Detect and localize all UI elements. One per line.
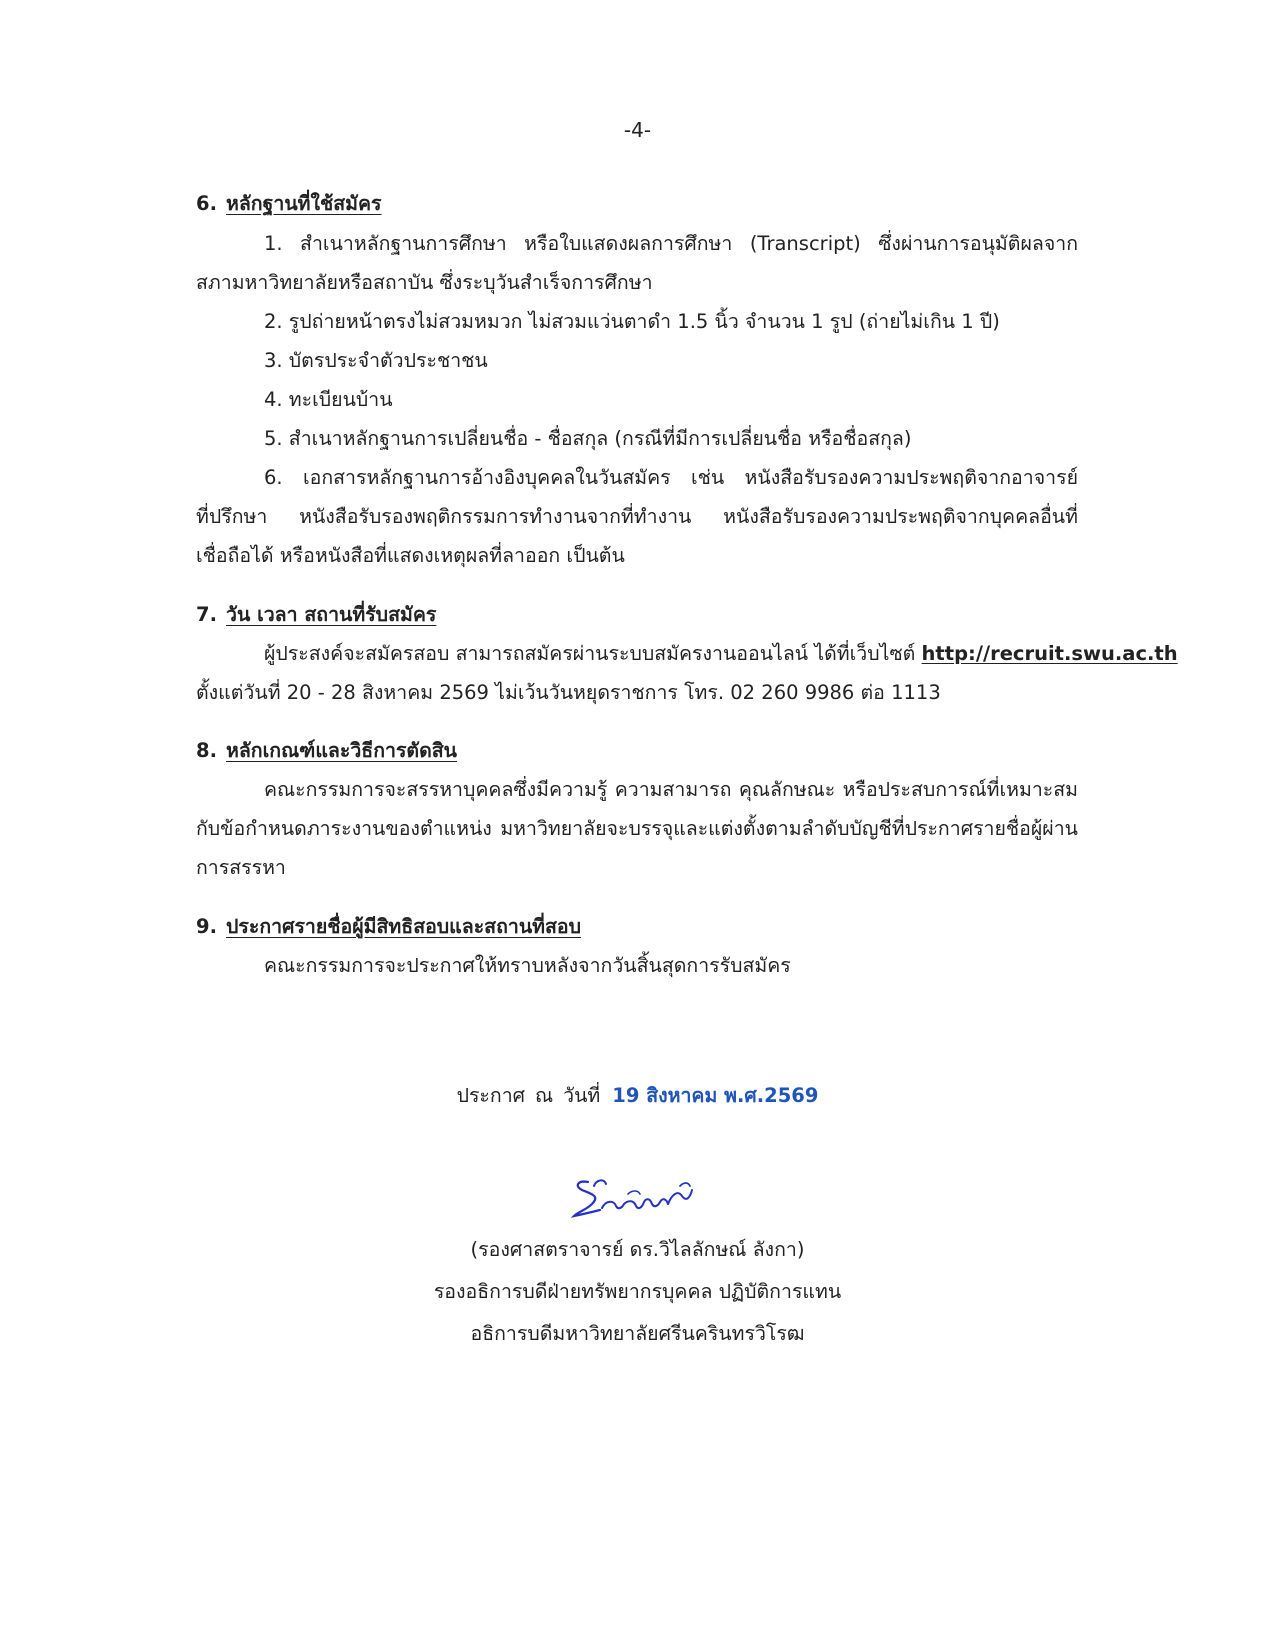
section-9-heading (196, 907, 581, 947)
announcement-line (0, 1076, 1275, 1116)
announcement-word: วันที่ (563, 1084, 601, 1107)
section-title: หลักเกณฑ์และวิธีการตัดสิน (226, 739, 457, 762)
section-6-item-6-line-1: 6. เอกสารหลักฐานการอ้างอิงบุคคลในวันสมัคร เช่น หนังสือรับรองความประพฤติจากอาจารย์ (264, 466, 1078, 489)
handwritten-signature (570, 1172, 700, 1236)
section-7-heading (196, 595, 436, 635)
section-number: 8. (196, 739, 217, 762)
section-6-item-5: 5. สำเนาหลักฐานการเปลี่ยนชื่อ - ชื่อสกุล (กรณีที่มีการเปลี่ยนชื่อ หรือชื่อสกุล) (264, 427, 912, 450)
section-8-line-2: กับข้อกำหนดภาระงานของตำแหน่ง มหาวิทยาลัยจะบรรจุและแต่งตั้งตามลำดับบัญชีที่ประกาศรายชื่อผู้ผ่าน (196, 817, 1078, 840)
section-number: 6. (196, 192, 217, 215)
section-8-line-3: การสรรหา (196, 856, 286, 879)
section-title: ประกาศรายชื่อผู้มีสิทธิสอบและสถานที่สอบ (226, 915, 582, 938)
announcement-word: ประกาศ (456, 1084, 526, 1107)
section-6-item-3: 3. บัตรประจำตัวประชาชน (264, 349, 488, 372)
signatory-position-1: รองอธิการบดีฝ่ายทรัพยากรบุคคล ปฏิบัติการแทน (433, 1280, 842, 1303)
section-number: 9. (196, 915, 217, 938)
recruit-website-link[interactable]: http://recruit.swu.ac.th (921, 642, 1178, 665)
section-number: 7. (196, 603, 217, 626)
section-6-item-6-line-2: ที่ปรึกษา หนังสือรับรองพฤติกรรมการทำงานจากที่ทำงาน หนังสือรับรองความประพฤติจากบุคคลอื่นที่ (196, 505, 1078, 528)
section-6-item-2: 2. รูปถ่ายหน้าตรงไม่สวมหมวก ไม่สวมแว่นตาดำ 1.5 นิ้ว จำนวน 1 รูป (ถ่ายไม่เกิน 1 ปี) (264, 310, 1000, 333)
section-8-line-1: คณะกรรมการจะสรรหาบุคคลซึ่งมีความรู้ ความสามารถ คุณลักษณะ หรือประสบการณ์ที่เหมาะสม (264, 778, 1078, 801)
announcement-date: 19 สิงหาคม พ.ศ.2569 (612, 1084, 819, 1107)
section-6-heading (196, 184, 382, 224)
section-7-line-2: ตั้งแต่วันที่ 20 - 28 สิงหาคม 2569 ไม่เว้นวันหยุดราชการ โทร. 02 260 9986 ต่อ 1113 (196, 681, 941, 704)
signatory-name: (รองศาสตราจารย์ ดร.วิไลลักษณ์ ลังกา) (470, 1238, 805, 1261)
page-number: -4- (623, 118, 652, 142)
section-title: วัน เวลา สถานที่รับสมัคร (226, 603, 437, 626)
announcement-word: ณ (535, 1084, 554, 1107)
section-8-heading (196, 731, 457, 771)
section-6-item-6-line-3: เชื่อถือได้ หรือหนังสือที่แสดงเหตุผลที่ลาออก เป็นต้น (196, 544, 625, 567)
signatory-position-2: อธิการบดีมหาวิทยาลัยศรีนครินทรวิโรฒ (470, 1322, 805, 1345)
section-title: หลักฐานที่ใช้สมัคร (226, 192, 382, 215)
section-6-item-1-line-1: 1. สำเนาหลักฐานการศึกษา หรือใบแสดงผลการศึกษา (Transcript) ซึ่งผ่านการอนุมัติผลจาก (264, 232, 1078, 255)
section-6-item-4: 4. ทะเบียนบ้าน (264, 388, 393, 411)
section-7-line-1 (264, 634, 1178, 674)
section-7-line-1-text: ผู้ประสงค์จะสมัครสอบ สามารถสมัครผ่านระบบสมัครงานออนไลน์ ได้ที่เว็บไซต์ (264, 642, 922, 665)
section-6-item-1-line-2: สภามหาวิทยาลัยหรือสถาบัน ซึ่งระบุวันสำเร็จการศึกษา (196, 271, 653, 294)
section-9-line-1: คณะกรรมการจะประกาศให้ทราบหลังจากวันสิ้นสุดการรับสมัคร (264, 954, 791, 977)
